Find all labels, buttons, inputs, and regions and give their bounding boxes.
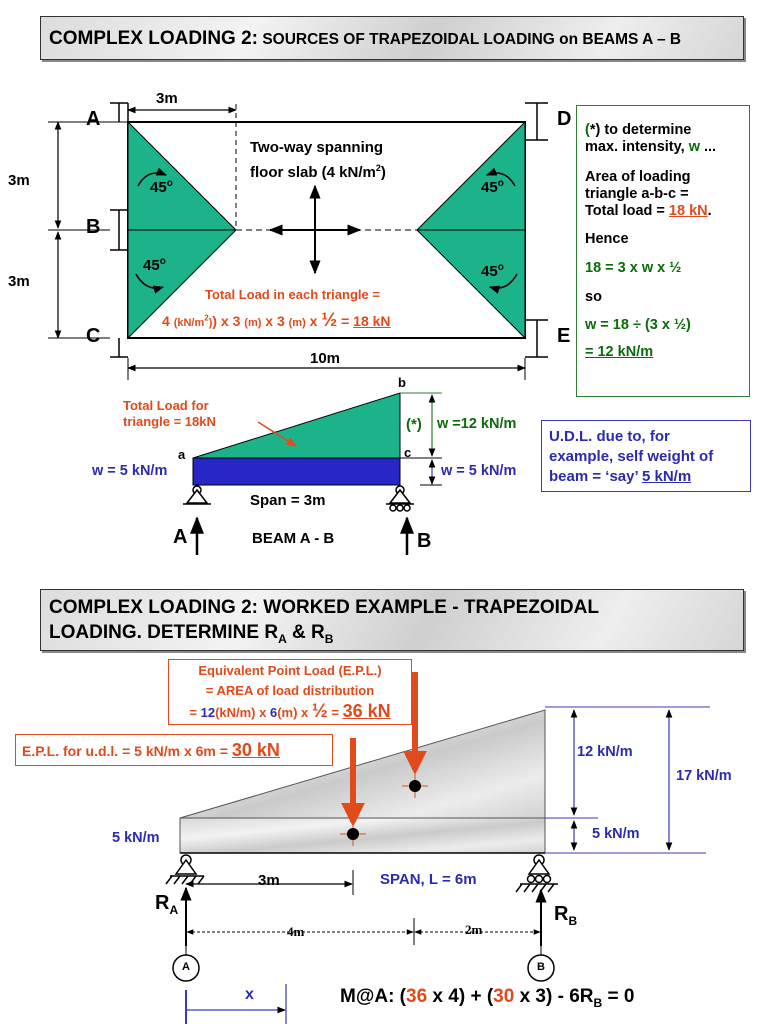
left-supports: [110, 103, 128, 357]
w5-right-label: w = 5 kN/m: [441, 463, 517, 479]
label-rb: $R_B$: [554, 903, 578, 928]
point-label-d: D: [557, 108, 572, 130]
label-12kn: 12 kN/m: [577, 744, 633, 760]
label-5kn-right: 5 kN/m: [592, 826, 640, 842]
beam-ab-label: BEAM A - B: [252, 530, 335, 547]
slab-description: Two-way spanning floor slab (4 $kN/m^2$): [250, 139, 386, 181]
slab-plan-diagram: [0, 70, 560, 390]
w12-label: w =12 kN/m: [437, 416, 517, 432]
worked-support-right: [516, 855, 558, 892]
label-x: x: [245, 986, 254, 1003]
worked-support-left: [166, 855, 204, 884]
udl-block: [193, 458, 400, 485]
total-load-line1: Total Load in each triangle =: [205, 287, 380, 302]
angle-label-rt: 45$^o$: [481, 178, 504, 196]
label-3m: 3m: [258, 872, 280, 889]
angle-label-lt: 45$^o$: [150, 178, 173, 196]
support-right: [386, 486, 414, 511]
label-4m: 4m: [287, 924, 305, 939]
dim-3m-left-label-1: 3m: [8, 172, 30, 189]
label-2m: 2m: [465, 922, 483, 937]
point-c-label: c: [404, 445, 412, 460]
label-ra: $R_A$: [155, 892, 179, 917]
point-label-b: B: [86, 216, 101, 238]
epl-udl-box: E.P.L. for u.d.l. = 5 kN/m x 6m = 30 kN: [15, 734, 333, 766]
top-title-main: COMPLEX LOADING 2:: [49, 28, 259, 49]
side-derivation-box: (*) to determine max. intensity, w ... Area of loading triangle a-b-c = Total load = 18 kN. Hence 18 = 3 x w x ½ so w = 18 ÷ (3 x ½) = 12 kN/m: [576, 105, 750, 397]
angle-label-rb: 45$^o$: [481, 262, 504, 280]
moment-equation: M@A: (36 x 4) + (30 x $3) - 6R_B = 0$: [340, 986, 635, 1010]
reaction-a-label: A: [173, 526, 188, 548]
span-label: Span = 3m: [250, 492, 326, 509]
point-label-c: C: [86, 325, 101, 347]
dim-3m-left-label-2: 3m: [8, 273, 30, 290]
top-title-rest: SOURCES OF TRAPEZOIDAL LOADING on BEAMS A – B: [258, 31, 682, 48]
angle-label-lb: 45$^o$: [143, 256, 166, 274]
label-17kn: 17 kN/m: [676, 768, 732, 784]
dim-3m-top-label: 3m: [156, 90, 178, 107]
label-circle-b: B: [537, 961, 545, 973]
total-load-line2: 4 $(kN/m^2)$) x 3 (m) x 3 (m) x ½ = 18 kN: [162, 310, 391, 331]
label-5kn-left: 5 kN/m: [112, 830, 160, 846]
support-left: [183, 486, 211, 504]
dim-10m-label: 10m: [310, 350, 341, 367]
right-supports: [525, 103, 548, 357]
point-a-label: a: [178, 447, 186, 462]
point-label-a: A: [86, 108, 101, 130]
label-circle-a: A: [182, 961, 190, 973]
star-label: (*): [406, 416, 422, 433]
point-label-e: E: [557, 325, 571, 347]
udl-note-box: U.D.L. due to, for example, self weight of beam = ‘say’ 5 kN/m: [541, 420, 751, 492]
bottom-title-banner: COMPLEX LOADING 2: WORKED EXAMPLE - TRAPEZOIDAL LOADING. DETERMINE $R_A$ & $R_B$: [40, 589, 744, 651]
udl-load-band: [180, 818, 545, 853]
triangle-note: Total Load for triangle = 18kN: [123, 398, 216, 429]
epl-triangle-box: Equivalent Point Load (E.P.L.) = AREA of load distribution = 12(kN/m) x 6(m) x ½ = 36 kN: [168, 659, 412, 725]
load-triangle-abc: [193, 393, 400, 458]
point-b-label: b: [398, 375, 406, 390]
w5-left-label: w = 5 kN/m: [92, 463, 168, 479]
reaction-b-label: B: [417, 530, 432, 552]
label-span: SPAN, L = 6m: [380, 871, 477, 888]
top-title-banner: [40, 16, 744, 60]
